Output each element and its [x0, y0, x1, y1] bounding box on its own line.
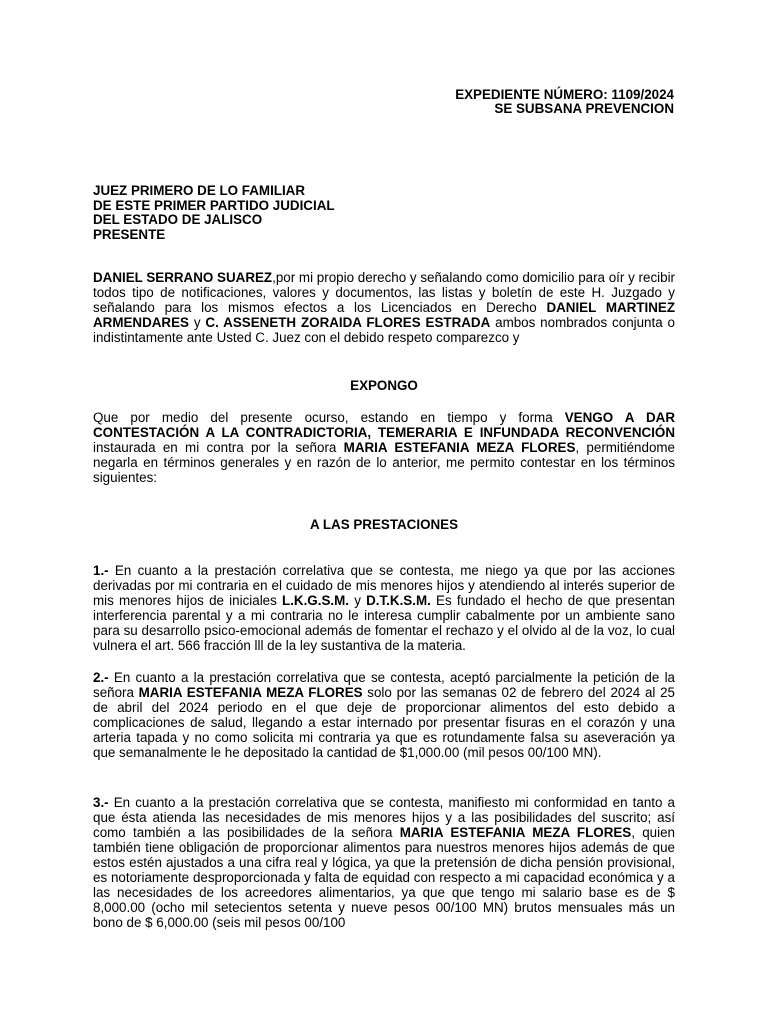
case-number: EXPEDIENTE NÚMERO: 1109/2024: [455, 87, 674, 102]
intro-text: y: [188, 315, 206, 330]
counterparty-name: MARIA ESTEFANIA MEZA FLORES: [138, 685, 363, 700]
prestaciones-heading: A LAS PRESTACIONES: [309, 517, 459, 532]
addressee-line: JUEZ PRIMERO DE LO FAMILIAR: [93, 183, 306, 198]
petitioner-name: DANIEL SERRANO SUAREZ: [93, 270, 273, 285]
item-number: 2.-: [93, 670, 109, 685]
counterparty-name: MARIA ESTEFANIA MEZA FLORES: [343, 440, 576, 455]
case-header: [455, 88, 674, 116]
expongo-text: Que por medio del presente ocurso, estando en tiempo y forma: [93, 410, 565, 425]
prestacion-paragraph-1: [93, 563, 675, 653]
prestacion-paragraph-2: [93, 670, 675, 760]
addressee-line: DE ESTE PRIMER PARTIDO JUDICIAL: [93, 197, 335, 213]
prestacion-paragraph-3: [93, 795, 675, 930]
expongo-text: , permitiéndome negarla en términos generales y en razón de lo anterior, me permito contestar en los términos siguientes:: [93, 440, 675, 485]
lawyer-name: DANIEL MARTINEZ ARMENDARES: [93, 300, 675, 330]
item-number: 3.-: [93, 795, 109, 810]
lawyer-name: C. ASSENETH ZORAIDA FLORES ESTRADA: [205, 315, 491, 330]
expongo-bold: VENGO A DAR CONTESTACIÓN A LA CONTRADICTORIA, TEMERARIA E INFUNDADA RECONVENCIÓN: [93, 410, 675, 440]
initials: L.K.G.S.M.: [282, 593, 349, 608]
counterparty-name: MARIA ESTEFANIA MEZA FLORES: [399, 825, 632, 840]
expongo-heading: EXPONGO: [350, 378, 418, 393]
intro-text: ,por mi propio derecho y señalando como domicilio para oír y recibir todos tipo de notificaciones, valores y documentos, las listas y boletín de este H. Juzgado y señalando para los mismos efectos a los Licenciados en Derecho: [93, 270, 676, 315]
paragraph-text: y: [348, 593, 367, 608]
intro-paragraph: [93, 270, 675, 345]
paragraph-text: solo por las semanas 02 de febrero del 2024 al 25 de abril del 2024 periodo en el que deje de proporcionar alimentos del esto debido a complicaciones de salud, llegando a estar internado por presentar fisuras en el corazón y una arteria tapada y no como solicita mi contraria ya que es rotundamente falsa su aseveración ya que semanalmente le he depositado la cantidad de $1,000.00 (mil pesos 00/100 MN).: [93, 685, 675, 760]
paragraph-text: En cuanto a la prestación correlativa que se contesta, manifiesto mi conformidad en tanto a que ésta atienda las necesidades de mis menores hijos y a las posibilidades del suscrito; así como también a las posibilidades de la señora: [93, 795, 675, 840]
intro-text: ambos nombrados conjunta o indistintamente ante Usted C. Juez con el debido respeto comparezco y: [93, 315, 675, 345]
paragraph-text: , quien también tiene obligación de proporcionar alimentos para nuestros menores hijos además de que estos estén ajustados a una cifra real y lógica, ya que la pretensión de dicha pensión provisional, es notoriamente desproporcionada y falta de equidad con respecto a mi capacidad económica y a las necesidades de los acreedores alimentarios, ya que que tengo mi salario base es de $ 8,000.00 (ocho mil setecientos setenta y nueve pesos 00/100 MN) brutos mensuales más un bono de $ 6,000.00 (seis mil pesos 00/100: [93, 825, 675, 930]
item-number: 1.-: [93, 563, 109, 578]
paragraph-text: Es fundado el hecho de que presentan interferencia parental y a mi contraria no le interesa cumplir cabalmente por un ambiente sano para su desarrollo psico-emocional además de fomentar el rechazo y el olvido al de la voz, lo cual vulnera el art. 566 fracción lll de la ley sustantiva de la materia.: [93, 593, 675, 653]
addressee-line: PRESENTE: [93, 226, 166, 242]
paragraph-text: En cuanto a la prestación correlativa que se contesta, me niego ya que por las acciones derivadas por mi contraria en el cuidado de mis menores hijos y atendiendo al interés superior de mis menores hijos de iniciales: [93, 563, 675, 608]
case-subject: SE SUBSANA PREVENCION: [494, 101, 674, 116]
initials: D.T.K.S.M.: [366, 593, 431, 608]
addressee-line: DEL ESTADO DE JALISCO: [93, 212, 263, 227]
expongo-paragraph: [93, 410, 675, 485]
paragraph-text: En cuanto a la prestación correlativa que se contesta, aceptó parcialmente la petición de la señora: [93, 670, 675, 700]
expongo-text: instaurada en mi contra por la señora: [93, 440, 344, 455]
addressee-block: [93, 184, 335, 242]
